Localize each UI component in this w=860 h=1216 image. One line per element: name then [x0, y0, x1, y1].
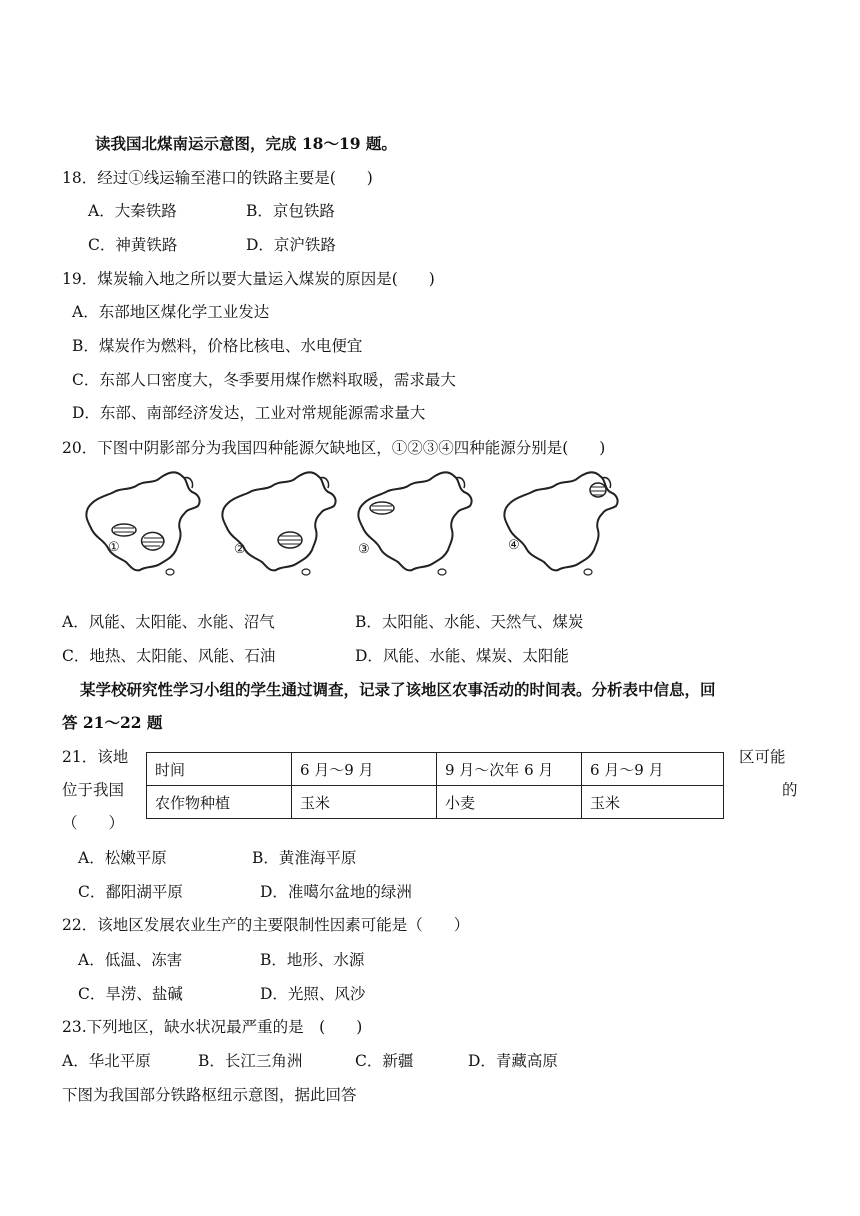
q18-option-b: B．京包铁路 — [246, 202, 335, 220]
table-cell: 时间 — [147, 753, 292, 786]
q22-option-d: D．光照、风沙 — [260, 985, 366, 1003]
q23-option-d: D．青藏高原 — [468, 1052, 558, 1070]
q21-option-d: D．准噶尔盆地的绿洲 — [260, 883, 412, 901]
china-outline-map-3 — [352, 468, 484, 586]
table-cell: 玉米 — [292, 786, 437, 819]
intro-18-19: 读我国北煤南运示意图，完成 18～19 题。 — [95, 134, 397, 153]
q22-option-c: C．旱涝、盐碱 — [78, 985, 183, 1003]
intro-21-22-line1: 某学校研究性学习小组的学生通过调查，记录了该地区农事活动的时间表。分析表中信息，回 — [80, 680, 716, 699]
q19-option-c: C．东部人口密度大，冬季要用煤作燃料取暖，需求最大 — [72, 371, 456, 389]
map-4-label: ④ — [508, 538, 520, 553]
q20-option-b: B．太阳能、水能、天然气、煤炭 — [355, 613, 584, 631]
q23-option-c: C．新疆 — [355, 1052, 414, 1070]
intro-21-22-line2: 答 21～22 题 — [62, 713, 163, 732]
q21-stem-right-1: 区可能 — [739, 748, 786, 766]
china-outline-map-1 — [80, 468, 212, 586]
question-19-stem: 19．煤炭输入地之所以要大量运入煤炭的原因是( ) — [62, 270, 435, 288]
q21-stem-left-3: （ ） — [62, 814, 125, 832]
q21-stem-right-2: 的 — [782, 781, 798, 799]
table-cell: 6 月～9 月 — [582, 753, 724, 786]
q21-stem-left-2: 位于我国 — [62, 781, 125, 799]
question-22-stem: 22．该地区发展农业生产的主要限制性因素可能是（ ） — [62, 916, 470, 934]
outro-railway-hub: 下图为我国部分铁路枢纽示意图，据此回答 — [62, 1086, 357, 1104]
table-row — [147, 753, 724, 786]
table-cell: 农作物种植 — [147, 786, 292, 819]
map-3 — [352, 468, 484, 586]
q18-option-a: A．大秦铁路 — [88, 202, 177, 220]
q20-option-d: D．风能、水能、煤炭、太阳能 — [355, 647, 569, 665]
q19-option-d: D．东部、南部经济发达，工业对常规能源需求量大 — [72, 404, 426, 422]
q23-option-a: A．华北平原 — [62, 1052, 151, 1070]
q21-option-b: B．黄淮海平原 — [252, 849, 357, 867]
table-row — [147, 786, 724, 819]
question-23-stem: 23.下列地区，缺水状况最严重的是 ( ) — [62, 1018, 363, 1036]
question-20-stem: 20．下图中阴影部分为我国四种能源欠缺地区，①②③④四种能源分别是( ) — [62, 439, 606, 457]
q20-option-a: A．风能、太阳能、水能、沼气 — [62, 613, 275, 631]
q21-option-a: A．松嫩平原 — [78, 849, 167, 867]
china-energy-maps — [80, 468, 640, 586]
table-cell: 6 月～9 月 — [292, 753, 437, 786]
farming-schedule-table — [146, 752, 724, 819]
q18-option-d: D．京沪铁路 — [246, 236, 336, 254]
china-outline-map-4 — [498, 468, 630, 586]
q22-option-a: A．低温、冻害 — [78, 951, 183, 969]
q19-option-a: A．东部地区煤化学工业发达 — [72, 303, 270, 321]
q18-option-c: C．神黄铁路 — [88, 236, 178, 254]
map-3-label: ③ — [358, 542, 370, 557]
q22-option-b: B．地形、水源 — [260, 951, 365, 969]
map-2 — [216, 468, 348, 586]
q23-option-b: B．长江三角洲 — [198, 1052, 303, 1070]
question-18-stem: 18．经过①线运输至港口的铁路主要是( ) — [62, 169, 373, 187]
q19-option-b: B．煤炭作为燃料，价格比核电、水电便宜 — [72, 337, 363, 355]
table-cell: 玉米 — [582, 786, 724, 819]
q21-stem-left-1: 21．该地 — [62, 748, 129, 766]
table-cell: 小麦 — [437, 786, 582, 819]
map-1 — [80, 468, 212, 586]
q21-option-c: C．鄱阳湖平原 — [78, 883, 183, 901]
map-1-label: ① — [108, 540, 120, 555]
q20-option-c: C．地热、太阳能、风能、石油 — [62, 647, 276, 665]
map-2-label: ② — [234, 542, 246, 557]
map-4 — [498, 468, 630, 586]
china-outline-map-2 — [216, 468, 348, 586]
table-cell: 9 月～次年 6 月 — [437, 753, 582, 786]
